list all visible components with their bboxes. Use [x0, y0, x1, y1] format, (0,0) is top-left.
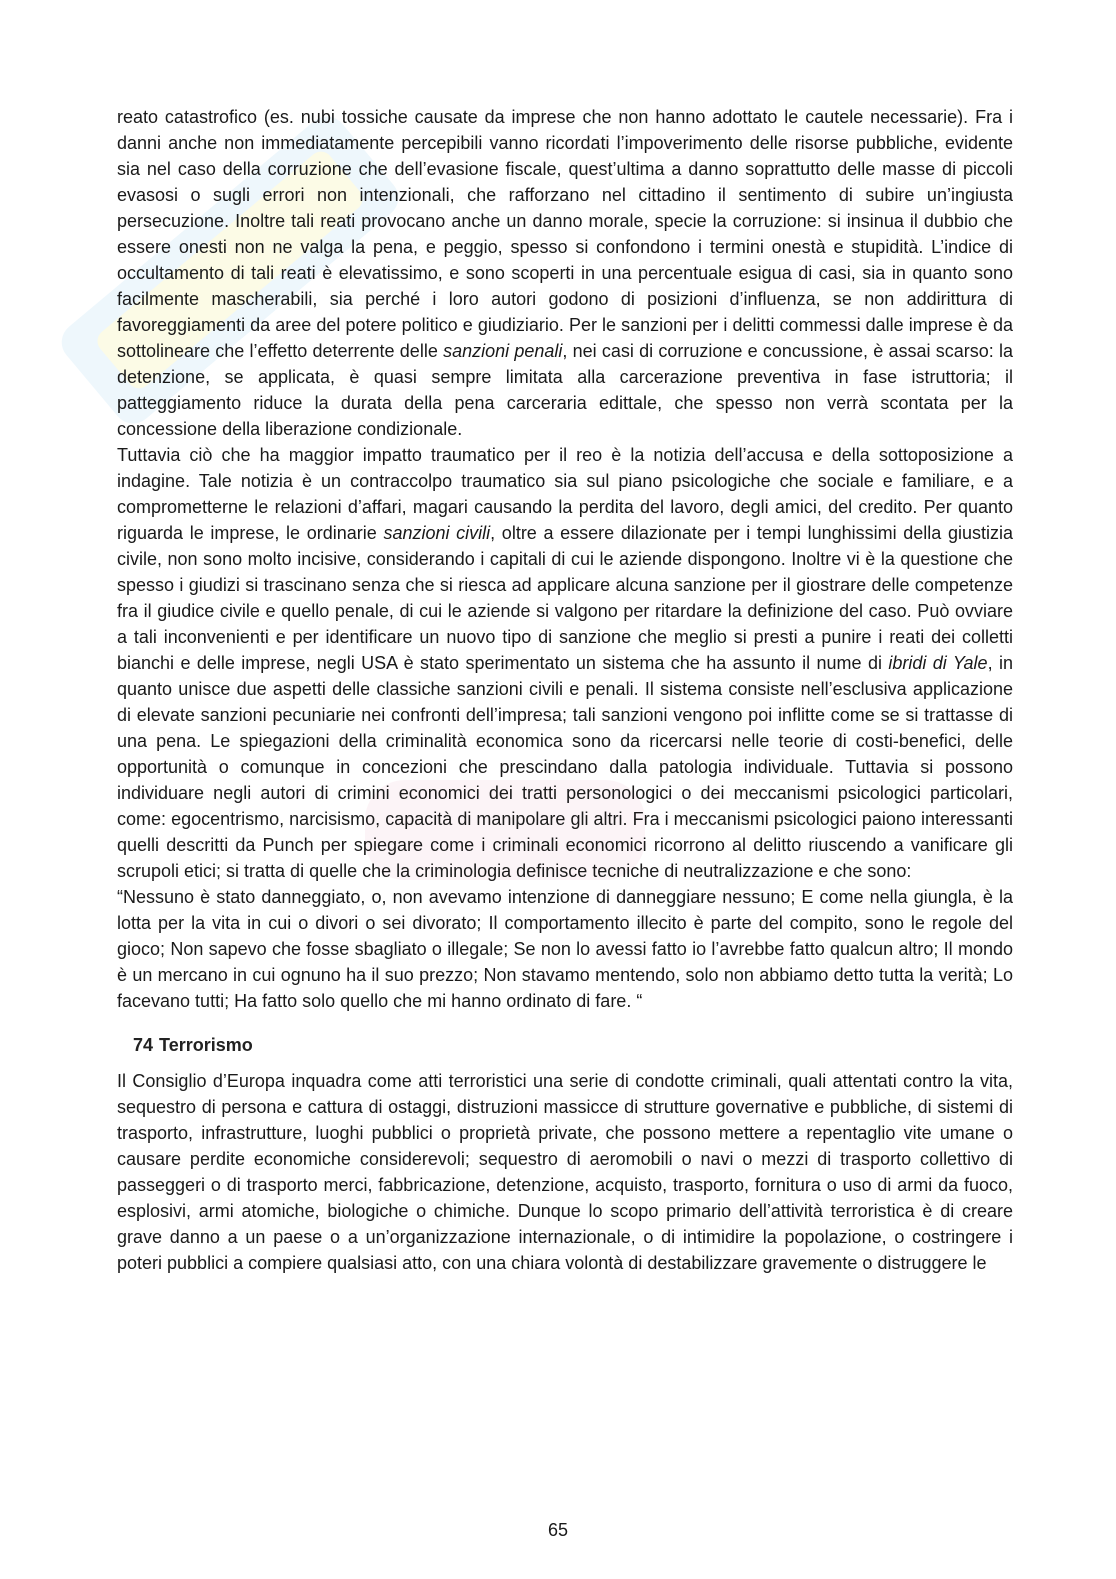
paragraph-text: reato catastrofico (es. nubi tossiche causate da imprese che non hanno adottato le cautele necessarie). Fra i danni anche non immediatamente percepibili vanno ricordati l’impoverimento delle risorse pubbliche, evidente sia nel caso della corruzione che dell’evasione fiscale, quest’ultima a danno soprattutto delle masse di piccoli evasosi o sugli errori non intenzionali, che rafforzano nel cittadino il sentimento di subire un’ingiusta persecuzione. Inoltre tali reati provocano anche un danno morale, specie la corruzione: si insinua il dubbio che essere onesti non ne valga la pena, e peggio, spesso si confondono i termini onestà e stupidità. L’indice di occultamento di tali reati è elevatissimo, e sono scoperti in una percentuale esigua di casi, sia in quanto sono facilmente mascherabili, sia perché i loro autori godono di posizioni d’influenza, se non addirittura di favoreggiamenti da aree del potere politico e giudiziario. Per le sanzioni per i delitti commessi dalle imprese è da sottolineare che l’effetto deterrente delle [117, 107, 1013, 361]
section-heading [133, 1032, 1013, 1058]
paragraph-text: Tuttavia ciò che ha maggior impatto traumatico per il reo è la notizia dell’accusa e della sottoposizione a indagine. Tale notizia è un contraccolpo traumatico sia sul piano psicologiche che sociale e familiare, e a comprometterne le relazioni d’affari, magari causando la perdita del lavoro, degli amici, del credito. Per quanto riguarda le imprese, le ordinarie [117, 445, 1013, 543]
paragraph-sanctions [117, 442, 1013, 884]
paragraph-text: , oltre a essere dilazionate per i tempi lunghissimi della giustizia civile, non sono molto incisive, considerando i capitali di cui le aziende dispongono. Inoltre vi è la questione che spesso i giudizi si trascinano senza che si riesca ad applicare alcuna sanzione per il giostrare delle competenze fra il giudice civile e quello penale, di cui le aziende si valgono per ritardare la definizione del caso. Può ovviare a tali inconvenienti e per identificare un nuovo tipo di sanzione che meglio si presti a punire i reati dei colletti bianchi e delle imprese, negli USA è stato sperimentato un sistema che ha assunto il nume di [117, 523, 1013, 673]
section-title: Terrorismo [159, 1035, 253, 1055]
document-page [117, 104, 1013, 1276]
section-number: 74 [133, 1035, 154, 1055]
paragraph-text: , in quanto unisce due aspetti delle classiche sanzioni civili e penali. Il sistema consiste nell’esclusiva applicazione di elevate sanzioni pecuniarie nei confronti dell’impresa; tali sanzioni vengono poi inflitte come se si trattasse di una pena. Le spiegazioni della criminalità economica sono da ricercarsi nelle teorie di costi-benefici, delle opportunità o comunque in concezioni che prescindano dalla patologia individuale. Tuttavia si possono individuare negli autori di crimini economici dei tratti personologici o dei meccanismi psicologici particolari, come: egocentrismo, narcisismo, capacità di manipolare gli altri. Fra i meccanismi psicologici paiono interessanti quelli descritti da Punch per spiegare come i criminali economici ricorrono al delitto riuscendo a vanificare gli scrupoli etici; si tratta di quelle che la criminologia definisce tecniche di neutralizzazione e che sono: [117, 653, 1013, 881]
emphasis-text: sanzioni penali [443, 341, 563, 361]
emphasis-text: sanzioni civili [383, 523, 491, 543]
paragraph-terrorism: Il Consiglio d’Europa inquadra come atti terroristici una serie di condotte criminali, quali attentati contro la vita, sequestro di persona e cattura di ostaggi, distruzioni massicce di strutture governative e pubbliche, di sistemi di trasporto, infrastrutture, luoghi pubblici o proprietà private, che possono mettere a repentaglio vite umane o causare perdite economiche considerevoli; sequestro di aeromobili o navi o mezzi di trasporto collettivo di passeggeri o di trasporto merci, fabbricazione, detenzione, acquisto, trasporto, fornitura o uso di armi da fuoco, esplosivi, armi atomiche, biologiche o chimiche. Dunque lo scopo primario dell’attività terroristica è di creare grave danno a un paese o a un’organizzazione internazionale, o di intimidire la popolazione, o costringere i poteri pubblici a compiere qualsiasi atto, con una chiara volontà di destabilizzare gravemente o distruggere le [117, 1071, 1013, 1273]
page-number: 65 [547, 1520, 569, 1540]
paragraph-text: , nei casi di corruzione e concussione, è assai scarso: la detenzione, se applicata, è quasi sempre limitata alla carcerazione preventiva in fase istruttoria; il patteggiamento riduce la durata della pena carceraria edittale, che spesso non verrà scontata per la concessione della liberazione condizionale. [117, 341, 1013, 439]
emphasis-text: ibridi di Yale [888, 653, 988, 673]
paragraph-white-collar-crime [117, 104, 1013, 442]
quote-paragraph: “Nessuno è stato danneggiato, o, non avevamo intenzione di danneggiare nessuno; E come nella giungla, è la lotta per la vita in cui o divori o sei divorato; Il comportamento illecito è parte del compito, sono le regole del gioco; Non sapevo che fosse sbagliato o illegale; Se non lo avessi fatto io l’avrebbe fatto qualcun altro; Il mondo è un mercano in cui ognuno ha il suo prezzo; Non stavamo mentendo, solo non abbiamo detto tutta la verità; Lo facevano tutti; Ha fatto solo quello che mi hanno ordinato di fare. “ [117, 887, 1013, 1011]
